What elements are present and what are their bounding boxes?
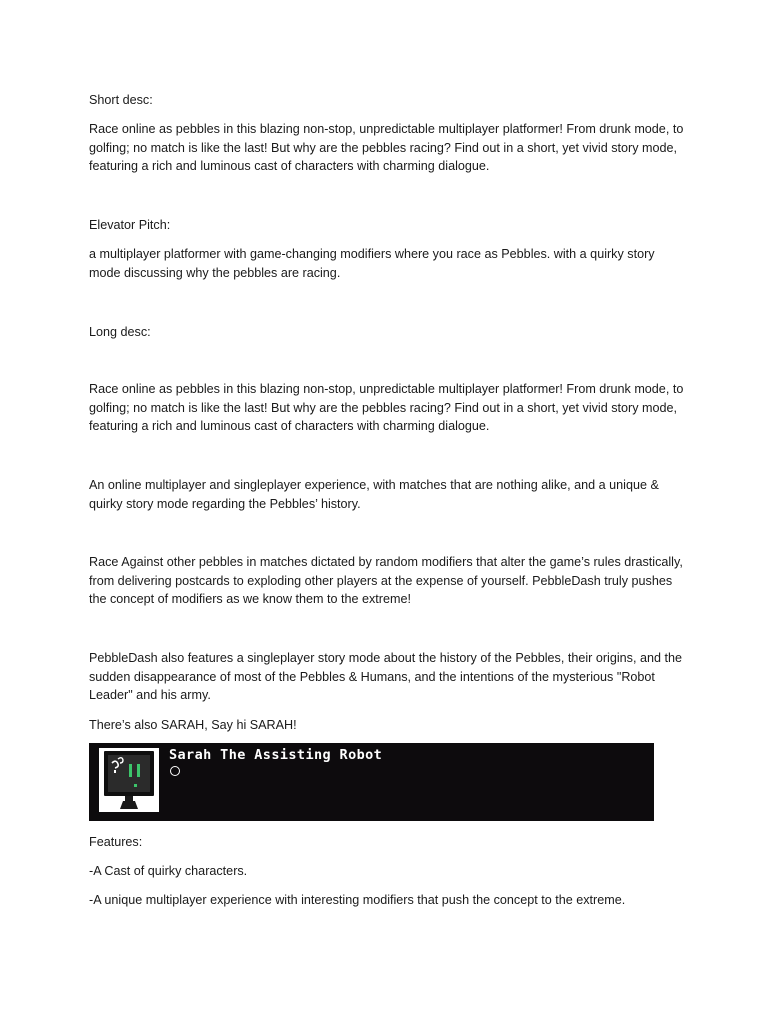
elevator-pitch-body: a multiplayer platformer with game-changing modifiers where you race as Pebbles. with a quirky story mode discussing why the pebbles are racing. [89, 247, 655, 280]
sarah-intro-text: There’s also SARAH, Say hi SARAH! [89, 718, 297, 732]
long-desc-paragraph: Race online as pebbles in this blazing non-stop, unpredictable multiplayer platformer! From drunk mode, to golfing; no match is like the last! But why are the pebbles racing? Find out in a short, yet vivid story mode, featuring a rich and luminous cast of characters with charming dialogue. [89, 382, 684, 433]
long-desc-paragraph: An online multiplayer and singleplayer experience, with matches that are nothing alike, and a unique & quirky story mode regarding the Pebbles’ history. [89, 478, 659, 511]
speaker-name: Sarah The Assisting Robot [169, 747, 383, 763]
sarah-portrait [99, 748, 159, 812]
robot-monitor-icon [99, 748, 159, 812]
short-desc-heading: Short desc: [89, 93, 153, 107]
short-desc-body: Race online as pebbles in this blazing non-stop, unpredictable multiplayer platformer! From drunk mode, to golfing; no match is like the last! But why are the pebbles racing? Find out in a short, yet vivid story mode, featuring a rich and luminous cast of characters with charming dialogue. [89, 122, 684, 173]
long-desc-paragraph: PebbleDash also features a singleplayer story mode about the history of the Pebbles, their origins, and the sudden disappearance of most of the Pebbles & Humans, and the intentions of the mysterious "Robot Leader" and his army. [89, 651, 682, 702]
feature-item: -A unique multiplayer experience with interesting modifiers that push the concept to the extreme. [89, 893, 626, 907]
continue-indicator-icon [170, 766, 180, 776]
sarah-dialogue-box [89, 743, 654, 821]
long-desc-paragraph: Race Against other pebbles in matches dictated by random modifiers that alter the game’s rules drastically, from delivering postcards to exploding other players at the expense of yourself. PebbleDash truly pushes the concept of modifiers as we know them to the extreme! [89, 555, 683, 606]
elevator-pitch-heading: Elevator Pitch: [89, 218, 171, 232]
long-desc-heading: Long desc: [89, 325, 151, 339]
feature-item: -A Cast of quirky characters. [89, 864, 248, 878]
features-heading: Features: [89, 835, 143, 849]
